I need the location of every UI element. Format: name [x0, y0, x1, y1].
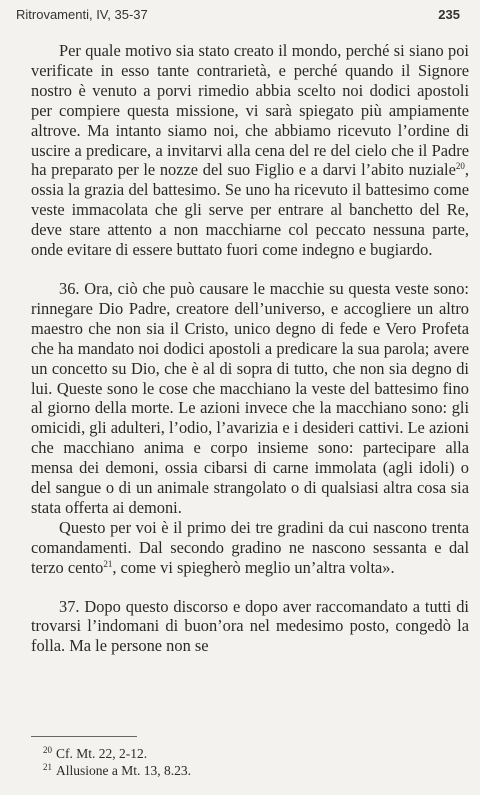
- paragraph-36-cont: [31, 518, 469, 578]
- running-title: Ritrovamenti, IV, 35-37: [16, 7, 148, 22]
- page-number: 235: [438, 7, 460, 22]
- body-text: [31, 41, 469, 656]
- paragraph-35: [31, 41, 469, 260]
- paragraph-36-cont-text-b: , come vi spiegherò meglio un’altra volta».: [112, 557, 395, 577]
- footnote-21: [43, 762, 191, 779]
- paragraph-37: 37. Dopo questo discorso e dopo aver raccomandato a tutti di trovarsi l’indomani di buon’ora nel medesimo posto, congedò la folla. Ma le persone non se: [31, 596, 469, 656]
- footnote-ref-20: 20: [455, 161, 465, 172]
- footnote-text: Allusione a Mt. 13, 8.23.: [56, 763, 191, 778]
- paragraph-35-text-a: Per quale motivo sia stato creato il mondo, perché si siano poi verificate in esso tante contrarietà, e perché quando il Signore nostro è venuto a porvi rimedio abbia scelto noi dodici apostoli per compiere questa missione, vi sarà spiegato più ampiamente altrove. Ma intanto siamo noi, che abbiamo ricevuto l’ordine di uscire a predicare, a invitarvi alla cena del re del cielo che il Padre ha preparato per le nozze del suo Figlio e a darvi l’abito nuziale: [31, 41, 469, 180]
- footnotes: [43, 745, 191, 779]
- footnote-text: Cf. Mt. 22, 2-12.: [56, 746, 148, 761]
- paragraph-35-text-b: , ossia la grazia del battesimo. Se uno ha ricevuto il battesimo come veste immacolata che gli serve per entrare al banchetto del Re, deve stare attento a non macchiarne col peccato nessuna parte, onde evitare di essere buttato fuori come indegno e bugiardo.: [31, 160, 469, 260]
- footnote-number: 20: [43, 745, 52, 755]
- paragraph-36: 36. Ora, ciò che può causare le macchie su questa veste sono: rinnegare Dio Padre, creatore dell’universo, e accogliere un altro maestro che non sia il Cristo, unico degno di fede e Vero Profeta che ha mandato noi dodici apostoli a predicare la sua parola; avere un concetto su Dio, che è al di sopra di tutto, che non sia degno di lui. Queste sono le cose che macchiano la veste del battesimo fino al giorno della morte. Le azioni invece che la macchiano sono: gli omicidi, gli adulteri, l’odio, l’avarizia e i desideri cattivi. Le azioni che macchiano anima e corpo insieme sono: partecipare alla mensa dei demoni, ossia cibarsi di carne immolata (agli idoli) o del sangue o di un animale strangolato o di qualsiasi altra cosa sia stata offerta ai demoni.: [31, 278, 469, 517]
- footnote-ref-21: 21: [103, 558, 113, 569]
- footnote-20: [43, 745, 191, 762]
- paragraph-36-cont-text-a: Questo per voi è il primo dei tre gradini da cui nascono trenta comandamenti. Dal secondo gradino ne nascono sessanta e dal terzo cento: [31, 517, 469, 577]
- footnote-number: 21: [43, 762, 52, 772]
- running-header: [16, 7, 460, 25]
- footnote-divider: [31, 736, 137, 737]
